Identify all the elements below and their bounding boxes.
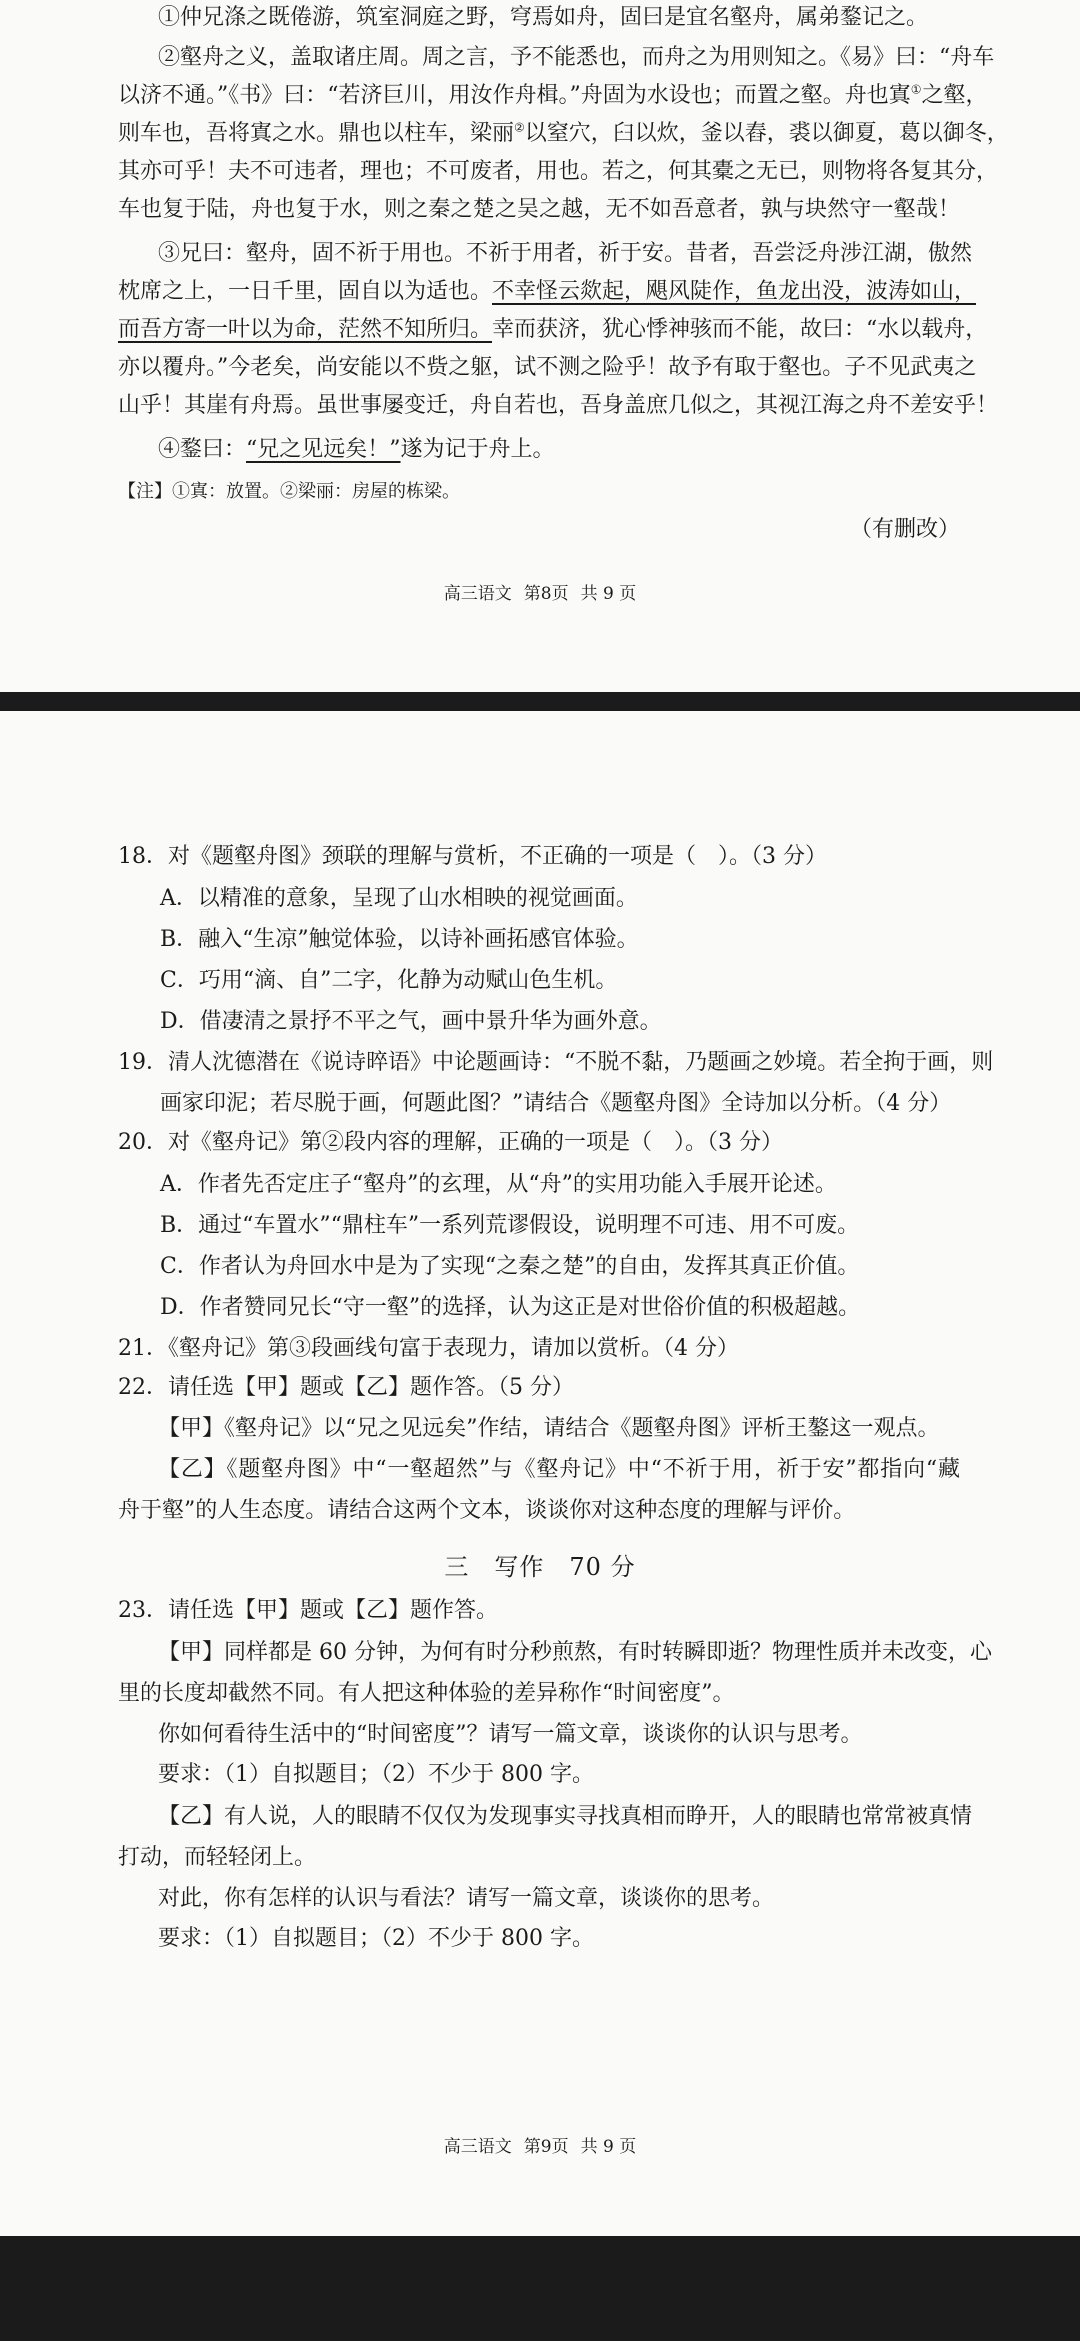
- paragraph-2-line: 以济不通。”《书》曰：“若济巨川，用汝作舟楫。”舟固为水设也；而置之壑。舟也寘①之壑，: [118, 82, 988, 108]
- question-19-line: 画家印泥；若尽脱于画，何题此图？”请结合《题壑舟图》全诗加以分析。（4 分）: [160, 1091, 952, 1116]
- q20-option-c: C．作者认为舟回水中是为了实现“之秦之楚”的自由，发挥其真正价值。: [160, 1254, 860, 1279]
- question-18: 18．对《题壑舟图》颈联的理解与赏析，不正确的一项是（ ）。（3 分）: [118, 844, 827, 869]
- paragraph-3-line: 山乎！其崖有舟焉。虽世事屡变迁，舟自若也，吾身盖庶几似之，其视江海之舟不差安乎！: [118, 393, 999, 418]
- footnote-marker: ②: [514, 120, 525, 135]
- paragraph-2-line: 车也复于陆，舟也复于水，则之秦之楚之吴之越，无不如吾意者，孰与块然守一壑哉！: [118, 197, 960, 222]
- footnote: 【注】①寘：放置。②梁丽：房屋的栋梁。: [118, 481, 460, 502]
- q23-jia-line: 里的长度却截然不同。有人把这种体验的差异称作“时间密度”。: [118, 1681, 735, 1706]
- page-8: [0, 0, 1080, 692]
- paragraph-3-line: ③兄曰：壑舟，固不祈于用也。不祈于用者，祈于安。昔者，吾尝泛舟涉江湖，傲然: [158, 241, 973, 266]
- q23-yi-line: 【乙】有人说，人的眼睛不仅仅为发现事实寻找真相而睁开，人的眼睛也常常被真情: [158, 1804, 973, 1829]
- paragraph-1: ①仲兄涤之既倦游，筑室洞庭之野，穹焉如舟，固曰是宜名壑舟，属弟鍪记之。: [158, 5, 929, 30]
- underlined-sentence: 不幸怪云欻起，飓风陡作，鱼龙出没，波涛如山，: [492, 279, 977, 304]
- underlined-sentence: 而吾方寄一叶以为命，茫然不知所归。: [118, 317, 493, 342]
- page-footer: 高三语文 第9页 共 9 页: [443, 2137, 637, 2157]
- q22-option-yi: 【乙】《题壑舟图》中“一壑超然”与《壑舟记》中“不祈于用，祈于安”都指向“藏: [158, 1457, 960, 1482]
- q18-option-b: B．融入“生凉”触觉体验，以诗补画拓感官体验。: [160, 927, 639, 952]
- q23-yi-prompt: 对此，你有怎样的认识与看法？请写一篇文章，谈谈你的思考。: [158, 1886, 775, 1911]
- section-title-writing: 三 写作 70 分: [444, 1553, 636, 1581]
- q22-option-jia: 【甲】《壑舟记》以“兄之见远矣”作结，请结合《题壑舟图》评析王鏊这一观点。: [158, 1416, 940, 1441]
- page-footer: 高三语文 第8页 共 9 页: [443, 584, 637, 604]
- q20-option-d: D．作者赞同兄长“守一壑”的选择，认为这正是对世俗价值的积极超越。: [160, 1295, 861, 1320]
- q18-option-c: C．巧用“滴、自”二字，化静为动赋山色生机。: [160, 968, 618, 993]
- q23-yi-requirements: 要求：（1）自拟题目；（2）不少于 800 字。: [158, 1926, 594, 1951]
- paragraph-4: ④鍪曰：“兄之见远矣！”遂为记于舟上。: [158, 437, 555, 462]
- q20-option-a: A．作者先否定庄子“壑舟”的玄理，从“舟”的实用功能入手展开论述。: [160, 1172, 837, 1197]
- q18-option-d: D．借凄清之景抒不平之气，画中景升华为画外意。: [160, 1009, 662, 1034]
- paragraph-3-line: 枕席之上，一日千里，固自以为适也。不幸怪云欻起，飓风陡作，鱼龙出没，波涛如山，: [118, 279, 977, 304]
- q23-yi-line: 打动，而轻轻闭上。: [118, 1845, 317, 1870]
- q23-jia-line: 【甲】同样都是 60 分钟，为何有时分秒煎熬，有时转瞬即逝？物理性质并未改变，心: [158, 1640, 992, 1665]
- q22-option-yi: 舟于壑”的人生态度。请结合这两个文本，谈谈你对这种态度的理解与评价。: [118, 1498, 856, 1523]
- q23-jia-requirements: 要求：（1）自拟题目；（2）不少于 800 字。: [158, 1762, 594, 1787]
- question-21: 21．《壑舟记》第③段画线句富于表现力，请加以赏析。（4 分）: [118, 1336, 739, 1361]
- paragraph-3-line: 亦以覆舟。”今老矣，尚安能以不赀之躯，试不测之险乎！故予有取于壑也。子不见武夷之: [118, 355, 977, 380]
- source-note: （有删改）: [849, 517, 960, 542]
- question-20: 20．对《壑舟记》第②段内容的理解，正确的一项是（ ）。（3 分）: [118, 1130, 783, 1155]
- paragraph-2-line: 则车也，吾将寘之水。鼎也以柱车，梁丽②以窒穴，臼以炊，釜以舂，裘以御夏，葛以御冬，: [118, 120, 1009, 146]
- question-19-line: 19．清人沈德潜在《说诗晬语》中论题画诗：“不脱不黏，乃题画之妙境。若全拘于画，则: [118, 1050, 994, 1075]
- q23-jia-prompt: 你如何看待生活中的“时间密度”？请写一篇文章，谈谈你的认识与思考。: [158, 1722, 863, 1747]
- page-9: [0, 711, 1080, 2236]
- q18-option-a: A．以精准的意象，呈现了山水相映的视觉画面。: [160, 886, 638, 911]
- question-22: 22．请任选【甲】题或【乙】题作答。（5 分）: [118, 1375, 574, 1400]
- footnote-marker: ①: [910, 82, 922, 97]
- paragraph-2-line: ②壑舟之义，盖取诸庄周。周之言，予不能悉也，而舟之为用则知之。《易》曰：“舟车: [158, 45, 995, 70]
- paragraph-3-line: 而吾方寄一叶以为命，茫然不知所归。幸而获济，犹心悸神骇而不能，故曰：“水以载舟，: [118, 317, 988, 342]
- question-23: 23．请任选【甲】题或【乙】题作答。: [118, 1598, 498, 1623]
- paragraph-2-line: 其亦可乎！夫不可违者，理也；不可废者，用也。若之，何其橐之无已，则物将各复其分，: [118, 159, 999, 184]
- q20-option-b: B．通过“车置水”“鼎柱车”一系列荒谬假设，说明理不可违、用不可废。: [160, 1213, 860, 1238]
